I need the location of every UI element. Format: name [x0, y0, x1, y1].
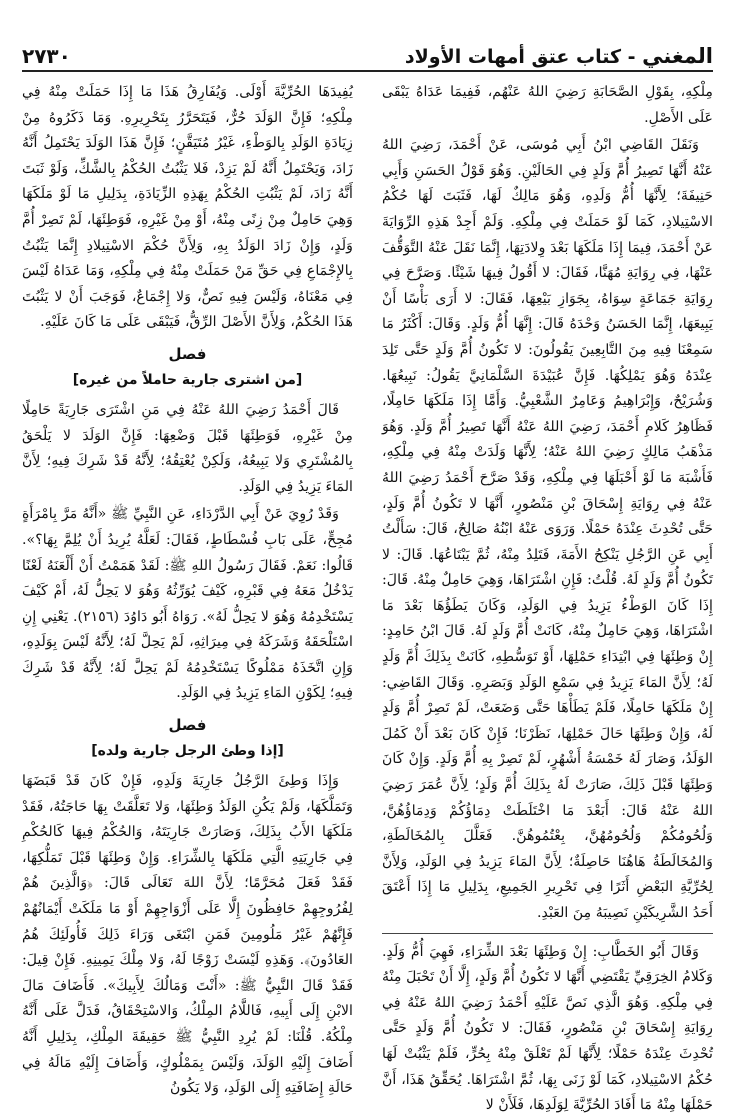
section-title: [إذا وطئ الرجل جارية ولده] [91, 743, 284, 760]
divider [382, 933, 713, 934]
book-section: - كتاب عتق أمهات الأولاد [404, 46, 636, 68]
section-title: [من اشترى جارية حاملاً من غيره] [72, 371, 303, 388]
right-column [382, 80, 713, 1114]
paragraph: يُفِيدَهَا الحُرِّيَّةَ أَوْلَى. وَيُفَارِقُ هَذَا مَا إِذَا حَمَلَتْ مِنْهُ فِي مِلْكِهِ؛ فَإِنَّ الوَلَدَ حُرٌّ، فَيَتَحَرَّرُ بِتَحْرِيرِهِ. وَمَا ذَكَرُوهُ مِنْ زِيَادَةِ الوَلَدِ بِالوَطْءِ، غَيْرُ مُتَيَقَّنٍ؛ فَإِنَّ هَذَا الوَلَدَ يَحْتَمِلُ أَنَّهُ زَادَ، وَيَحْتَمِلُ أَنَّهُ لَمْ يَزِدْ، فَلا يَثْبُتُ الحُكْمُ بِالشَّكِّ، وَلَوْ ثَبَتَ أَنَّهُ زَادَ، لَمْ يَثْبُتِ الحُكْمُ بِهَذِهِ الزِّيَادَةِ، بِدَلِيلِ مَا لَوْ مَلَكَهَا وَهِيَ حَامِلٌ مِنْ زِنًى مِنْهُ، أَوْ مِنْ غَيْرِهِ، فَوَطِئَهَا، لَمْ تَصِرْ أُمَّ وَلَدٍ، وَإِنْ زَادَ الوَلَدُ بِهِ، وَلِأَنَّ حُكْمَ الاسْتِيلادِ إِنَّمَا يَثْبُتُ بِالإِجْمَاعِ فِي حَقِّ مَنْ حَمَلَتْ مِنْهُ فِي مِلْكِهِ، وَمَا عَدَاهُ لَيْسَ فِي مَعْنَاهُ، وَلَيْسَ فِيهِ نَصٌّ، وَلا إِجْمَاعٌ، فَوَجَبَ أَنْ لا يَثْبُتَ هَذَا الحُكْمُ، وَلِأَنَّ الأَصْلَ الرِّقُّ، فَيَبْقَى عَلَى مَا كَانَ عَلَيْهِ. [22, 84, 353, 331]
paragraph: وَإِذَا وَطِئَ الرَّجُلُ جَارِيَةَ وَلَدِهِ، فَإِنْ كَانَ قَدْ قَبَضَهَا وَتَمَلَّكَهَا، وَلَمْ يَكُنِ الوَلَدُ وَطِئَهَا، وَلا تَعَلَّقَتْ بِهَا حَاجَتُهُ، فَقَدْ مَلَكَهَا الأَبُ بِذَلِكَ، وَصَارَتْ جَارِيَتَهُ، وَالحُكْمُ فِيهَا كَالحُكْمِ فِي جَارِيَتِهِ الَّتِي مَلَكَهَا بِالشِّرَاءِ. وَإِنْ وَطِئَهَا قَبْلَ تَمَلُّكِهَا، فَقَدْ فَعَلَ مُحَرَّمًا؛ لِأَنَّ اللهَ تَعَالَى قَالَ: ﴿وَالَّذِينَ هُمْ لِفُرُوجِهِمْ حَافِظُونَ إِلَّا عَلَى أَزْوَاجِهِمْ أَوْ مَا مَلَكَتْ أَيْمَانُهُمْ فَإِنَّهُمْ غَيْرُ مَلُومِينَ فَمَنِ ابْتَغَى وَرَاءَ ذَلِكَ فَأُولَئِكَ هُمُ العَادُونَ﴾. وَهَذِهِ لَيْسَتْ زَوْجًا لَهُ، وَلا مِلْكَ يَمِينِهِ. فَإِنْ قِيلَ: فَقَدْ قَالَ النَّبِيُّ ﷺ: «أَنْتَ وَمَالُكَ لِأَبِيكَ». فَأَضَافَ مَالَ الابْنِ إِلَى أَبِيهِ، فَاللَّامُ المِلْكُ، وَالاسْتِحْقَاقُ، فَدَلَّ عَلَى أَنَّهُ مِلْكُهُ. قُلْنَا: لَمْ يُرِدِ النَّبِيُّ ﷺ حَقِيقَةَ المِلْكِ، بِدَلِيلِ أَنَّهُ أَضَافَ إِلَيْهِ الوَلَدَ، وَلَيْسَ بِمَمْلُوكٍ، وَأَضَافَ إِلَيْهِ مَالَهُ فِي حَالَةِ إِضَافَتِهِ إِلَى الوَلَدِ، وَلا يَكُونُ [22, 773, 353, 1097]
page-number: ٢٧٣٠ [22, 44, 71, 68]
page-header [22, 38, 713, 72]
left-column [22, 80, 353, 1097]
paragraph: قَالَ أَحْمَدُ رَضِيَ اللهُ عَنْهُ فِي مَنِ اشْتَرَى جَارِيَةً حَامِلًا مِنْ غَيْرِهِ، فَوَطِئَهَا قَبْلَ وَضْعِهَا: فَإِنَّ الوَلَدَ لا يَلْحَقُ بِالمُشْتَرِي وَلا يَبِيعُهُ، وَلَكِنْ يُعْتِقُهُ؛ لِأَنَّهُ قَدْ شَرِكَ فِيهِ؛ لِأَنَّ المَاءَ يَزِيدُ فِي الوَلَدِ. [22, 401, 353, 495]
paragraph: وَنَقَلَ القَاضِي ابْنُ أَبِي مُوسَى، عَنْ أَحْمَدَ، رَضِيَ اللهُ عَنْهُ أَنَّهَا تَصِيرُ أُمَّ وَلَدٍ فِي الحَالَيْنِ. وَهُوَ قَوْلُ الحَسَنِ وَأَبِي حَنِيفَةَ؛ لِأَنَّهَا أُمُّ وَلَدِهِ، وَهُوَ مَالِكٌ لَهَا، فَثَبَتَ لَهَا حُكْمُ الاسْتِيلادِ، كَمَا لَوْ حَمَلَتْ فِي مِلْكِهِ. وَلَمْ أَجِدْ هَذِهِ الرِّوَايَةَ عَنْ أَحْمَدَ، فِيمَا إِذَا مَلَكَهَا بَعْدَ وِلادَتِهَا، إِنَّمَا نَقَلَ عَنْهُ التَّوَقُّفَ عَنْهَا، فِي رِوَايَةِ مُهَنَّا، فَقَالَ: لا أَقُولُ فِيهَا شَيْئًا. وَصَرَّحَ فِي رِوَايَةِ جَمَاعَةٍ سِوَاهُ، بِجَوَازِ بَيْعِهَا، فَقَالَ: لا أَرَى بَأْسًا أَنْ يَبِيعَهَا، إِنَّمَا الحَسَنُ وَحْدَهُ قَالَ: إِنَّهَا أُمُّ وَلَدٍ. وَقَالَ: أَكْثَرُ مَا سَمِعْنَا فِيهِ مِنَ التَّابِعِينَ يَقُولُونَ: لا تَكُونُ أُمَّ وَلَدٍ حَتَّى تَلِدَ عِنْدَهُ وَهُوَ يَمْلِكُهَا. فَإِنَّ عُبَيْدَةَ السَّلْمَانِيَّ يَقُولُ: نَبِيعُهَا. وَشُرَيْحٌ، وَإِبْرَاهِيمُ وَعَامِرٌ الشَّعْبِيُّ. وَأَمَّا إِذَا مَلَكَهَا حَامِلًا، فَظَاهِرُ كَلامِ أَحْمَدَ، رَضِيَ اللهُ عَنْهُ أَنَّهَا تَصِيرُ أُمَّ وَلَدٍ. وَهُوَ مَذْهَبُ مَالِكٍ رَضِيَ اللهُ عَنْهُ؛ لِأَنَّهَا وَلَدَتْ مِنْهُ فِي مِلْكِهِ، فَأَشْبَهَ مَا لَوْ أَحْبَلَهَا فِي مِلْكِهِ، وَقَدْ صَرَّحَ أَحْمَدُ رَضِيَ اللهُ عَنْهُ فِي رِوَايَةِ إِسْحَاقَ بْنِ مَنْصُورٍ، أَنَّهَا لا تَكُونُ أُمَّ وَلَدٍ، حَتَّى تُحْدِثَ عِنْدَهُ حَمْلًا. وَرَوَى عَنْهُ ابْنُهُ صَالِحٌ، قَالَ: سَأَلْتُ أَبِي عَنِ الرَّجُلِ يَنْكِحُ الأَمَةَ، فَتَلِدُ مِنْهُ، ثُمَّ يَبْتَاعُهَا. قَالَ: لا تَكُونُ أُمَّ وَلَدٍ لَهُ. قُلْتُ: فَإِنِ اشْتَرَاهَا، وَهِيَ حَامِلٌ مِنْهُ. قَالَ: إِذَا كَانَ الوَطْءُ يَزِيدُ فِي الوَلَدِ، وَكَانَ يَطَؤُهَا بَعْدَ مَا اشْتَرَاهَا، وَهِيَ حَامِلٌ مِنْهُ، كَانَتْ أُمَّ وَلَدٍ لَهُ. قَالَ ابْنُ حَامِدٍ: إِنْ وَطِئَهَا فِي ابْتِدَاءِ حَمْلِهَا، أَوْ تَوَسُّطِهِ، كَانَتْ بِذَلِكَ أُمَّ وَلَدٍ لَهُ؛ لِأَنَّ المَاءَ يَزِيدُ فِي سَمْعِ الوَلَدِ وَبَصَرِهِ. وَقَالَ القَاضِي: إِنْ مَلَكَهَا حَامِلًا، فَلَمْ يَطَأْهَا حَتَّى وَضَعَتْ، لَمْ تَصِرْ أُمَّ وَلَدٍ لَهُ، وَإِنْ وَطِئَهَا حَالَ حَمْلِهَا، نَظَرْنَا؛ فَإِنْ كَانَ بَعْدَ أَنْ كَمُلَ الوَلَدُ، وَصَارَ لَهُ خَمْسَةُ أَشْهُرٍ، لَمْ تَصِرْ بِهِ أُمَّ وَلَدٍ. وَإِنْ كَانَ وَطِئَهَا قَبْلَ ذَلِكَ، صَارَتْ لَهُ بِذَلِكَ أُمَّ وَلَدٍ؛ لِأَنَّ عُمَرَ رَضِيَ اللهُ عَنْهُ قَالَ: أَبَعْدَ مَا اخْتَلَطَتْ دِمَاؤُكُمْ وَدِمَاؤُهُنَّ، وَلُحُومُكُمْ وَلُحُومُهُنَّ، بِعْتُمُوهُنَّ. فَعَلَّلَ بِالمُخَالَطَةِ، وَالمُخَالَطَةُ هَاهُنَا حَاصِلَةٌ؛ لِأَنَّ المَاءَ يَزِيدُ فِي الوَلَدِ، وَلِأَنَّ لِحُرِّيَّةِ البَعْضِ أَثَرًا فِي تَحْرِيرِ الجَمِيعِ، بِدَلِيلِ مَا إِذَا أَعْتَقَ أَحَدُ الشَّرِيكَيْنِ نَصِيبَهُ مِنَ العَبْدِ. [382, 137, 713, 921]
section-heading: فصل [168, 716, 207, 735]
paragraph: مِلْكِهِ، بِقَوْلِ الصَّحَابَةِ رَضِيَ اللهُ عَنْهُم، فَفِيمَا عَدَاهُ يَبْقَى عَلَى الأَصْلِ. [382, 84, 713, 126]
paragraph: وَقَالَ أَبُو الخَطَّابِ: إِنْ وَطِئَهَا بَعْدَ الشِّرَاءِ، فَهِيَ أُمُّ وَلَدٍ. وَكَلامُ الخِرَقِيِّ يَقْتَضِي أَنَّهَا لا تَكُونُ أُمَّ وَلَدٍ، إِلَّا أَنْ تَحْبَلَ مِنْهُ فِي مِلْكِهِ. وَهُوَ الَّذِي نَصَّ عَلَيْهِ أَحْمَدُ رَضِيَ اللهُ عَنْهُ فِي رِوَايَةِ إِسْحَاقَ بْنِ مَنْصُورٍ، فَقَالَ: لا تَكُونُ أُمَّ وَلَدٍ حَتَّى تُحْدِثَ عِنْدَهُ حَمْلًا؛ لِأَنَّهَا لَمْ تَعْلَقْ مِنْهُ بِحُرٍّ، فَلَمْ يَثْبُتْ لَهَا حُكْمُ الاسْتِيلادِ، كَمَا لَوْ زَنَى بِهَا، ثُمَّ اشْتَرَاهَا. يُحَقِّقُ هَذَا، أَنَّ حَمْلَهَا مِنْهُ مَا أَفَادَ الحُرِّيَّةَ لِوَلَدِهَا، فَلَأَنْ لا [382, 943, 713, 1114]
paragraph: وَقَدْ رُوِيَ عَنْ أَبِي الدَّرْدَاءِ، عَنِ النَّبِيِّ ﷺ «أَنَّهُ مَرَّ بِامْرَأَةٍ مُجِحٍّ، عَلَى بَابِ فُسْطَاطٍ، فَقَالَ: لَعَلَّهُ يُرِيدُ أَنْ يُلِمَّ بِهَا؟». قَالُوا: نَعَمْ. فَقَالَ رَسُولُ اللهِ ﷺ: لَقَدْ هَمَمْتُ أَنْ أَلْعَنَهُ لَعْنًا يَدْخُلُ مَعَهُ فِي قَبْرِهِ، كَيْفَ يُوَرِّثُهُ وَهُوَ لا يَحِلُّ لَهُ، أَمْ كَيْفَ يَسْتَخْدِمُهُ وَهُوَ لا يَحِلُّ لَهُ». رَوَاهُ أَبُو دَاوُدَ (٢١٥٦). يَعْنِي إِنِ اسْتَلْحَقَهُ وَشَرَكَهُ فِي مِيرَاثِهِ، لَمْ يَحِلَّ لَهُ؛ لِأَنَّهُ لَيْسَ بِوَلَدِهِ، وَإِنِ اتَّخَذَهُ مَمْلُوكًا يَسْتَخْدِمُهُ لَمْ يَحِلَّ لَهُ؛ لِأَنَّهُ قَدْ شَرِكَ فِيهِ؛ لِكَوْنِ المَاءِ يَزِيدُ فِي الوَلَدِ. [22, 506, 353, 702]
book-brand: المغني [642, 44, 713, 68]
running-title [405, 44, 713, 70]
section-heading: فصل [168, 344, 207, 363]
